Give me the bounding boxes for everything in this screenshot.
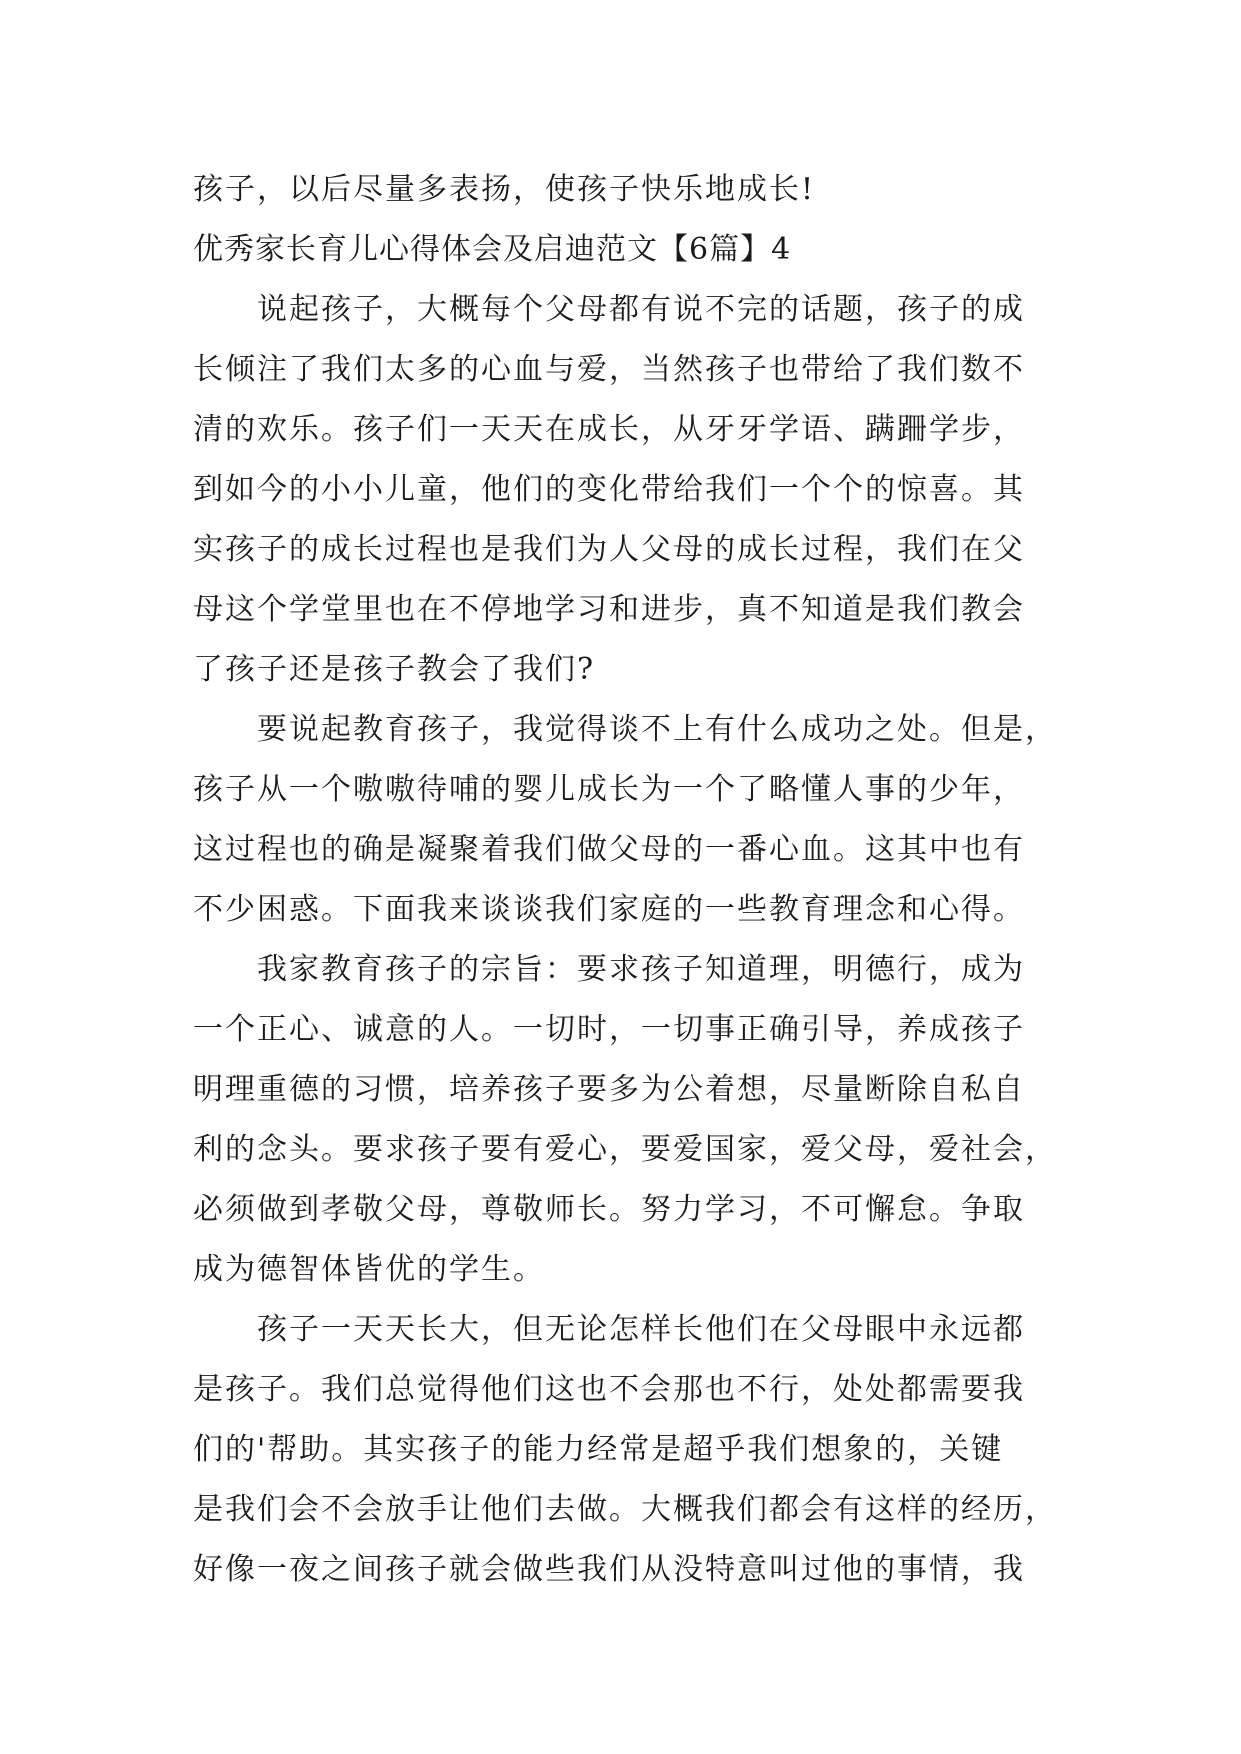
paragraph-line: 明理重德的习惯，培养孩子要多为公着想，尽量断除自私自: [193, 1072, 1025, 1107]
paragraph-line: 是我们会不会放手让他们去做。大概我们都会有这样的经历，: [193, 1492, 1057, 1527]
paragraph-line: 必须做到孝敬父母，尊敬师长。努力学习，不可懈怠。争取: [193, 1192, 1025, 1227]
paragraph-line: 清的欢乐。孩子们一天天在成长，从牙牙学语、蹒跚学步，: [193, 412, 1025, 447]
paragraph-line: 实孩子的成长过程也是我们为人父母的成长过程，我们在父: [193, 532, 1025, 567]
paragraph-line: 这过程也的确是凝聚着我们做父母的一番心血。这其中也有: [193, 832, 1025, 867]
paragraph-line: 要说起教育孩子，我觉得谈不上有什么成功之处。但是，: [257, 712, 1057, 747]
paragraph-line: 了孩子还是孩子教会了我们?: [193, 652, 596, 687]
paragraph-line: 一个正心、诚意的人。一切时，一切事正确引导，养成孩子: [193, 1012, 1025, 1047]
paragraph-line: 们的'帮助。其实孩子的能力经常是超乎我们想象的，关键: [193, 1432, 1004, 1467]
paragraph-line: 不少困惑。下面我来谈谈我们家庭的一些教育理念和心得。: [193, 892, 1025, 927]
paragraph-line: 母这个学堂里也在不停地学习和进步，真不知道是我们教会: [193, 592, 1025, 627]
paragraph-line: 说起孩子，大概每个父母都有说不完的话题，孩子的成: [257, 292, 1025, 327]
paragraph-line: 孩子一天天长大，但无论怎样长他们在父母眼中永远都: [257, 1312, 1025, 1347]
paragraph-line: 是孩子。我们总觉得他们这也不会那也不行，处处都需要我: [193, 1372, 1025, 1407]
paragraph-line: 成为德智体皆优的学生。: [193, 1252, 545, 1287]
continuation-line: 孩子，以后尽量多表扬，使孩子快乐地成长!: [193, 172, 816, 207]
paragraph-line: 孩子从一个嗷嗷待哺的婴儿成长为一个了略懂人事的少年，: [193, 772, 1025, 807]
paragraph-4: [193, 1300, 1057, 1600]
paragraph-2: [193, 700, 1057, 940]
paragraph-line: 利的念头。要求孩子要有爱心，要爱国家，爱父母，爱社会，: [193, 1132, 1057, 1167]
paragraph-3: [193, 940, 1057, 1300]
section-heading: 优秀家长育儿心得体会及启迪范文【6篇】4: [193, 232, 792, 267]
paragraph-line: 到如今的小小儿童，他们的变化带给我们一个个的惊喜。其: [193, 472, 1025, 507]
paragraph-line: 我家教育孩子的宗旨：要求孩子知道理，明德行，成为: [257, 952, 1025, 987]
document-body: [193, 160, 1057, 1600]
paragraph-line: 长倾注了我们太多的心血与爱，当然孩子也带给了我们数不: [193, 352, 1025, 387]
paragraph-1: [193, 280, 1053, 700]
paragraph-line: 好像一夜之间孩子就会做些我们从没特意叫过他的事情，我: [193, 1552, 1025, 1587]
